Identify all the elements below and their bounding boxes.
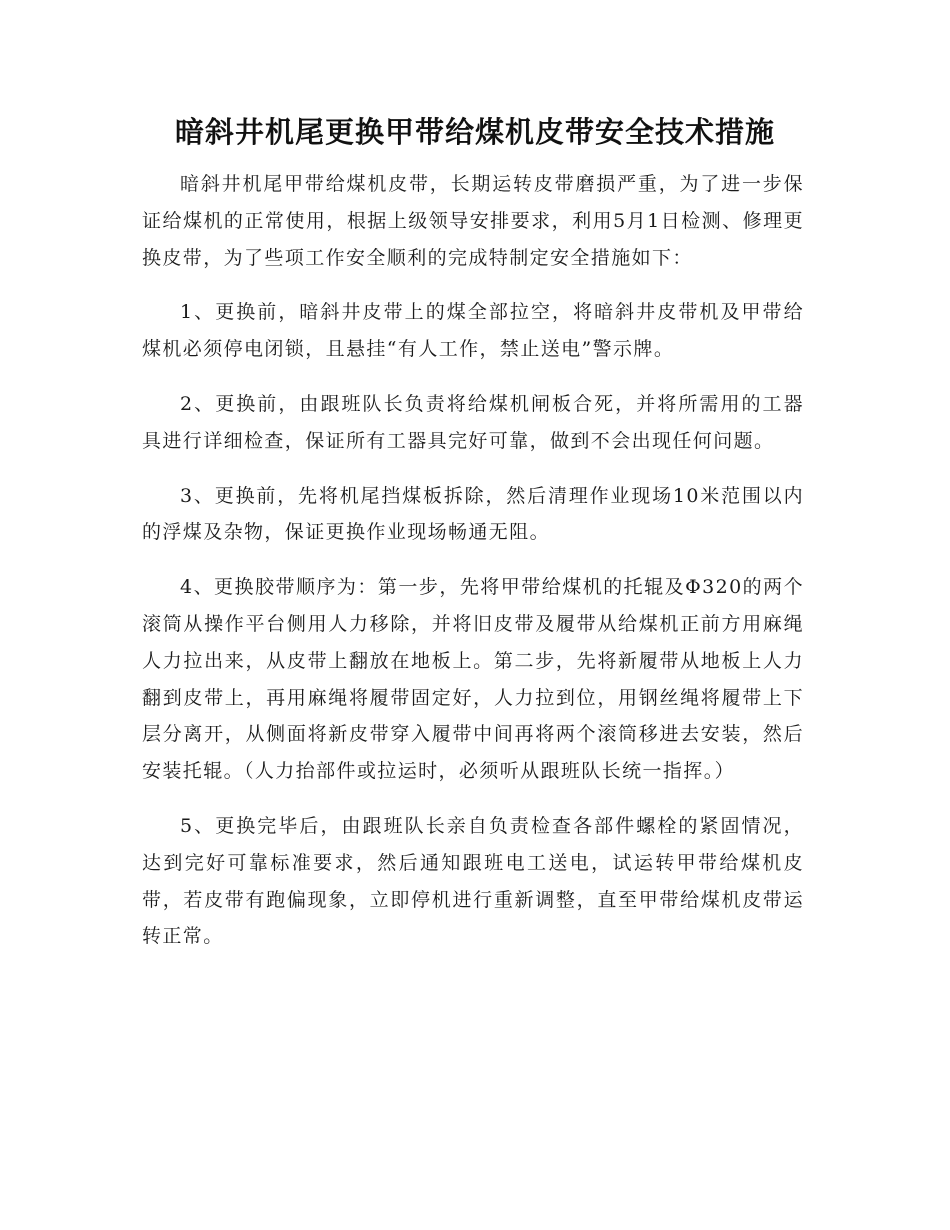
document-title: 暗斜井机尾更换甲带给煤机皮带安全技术措施 bbox=[174, 115, 775, 149]
measure-paragraph-2: 2、更换前，由跟班队长负责将给煤机闸板合死，并将所需用的工器具进行详细检查，保证所有工器具完好可靠，做到不会出现任何问题。 bbox=[142, 392, 804, 452]
document-body bbox=[142, 166, 804, 955]
measure-paragraph-3: 3、更换前，先将机尾挡煤板拆除，然后清理作业现场10米范围以内的浮煤及杂物，保证更换作业现场畅通无阻。 bbox=[142, 484, 804, 544]
measure-paragraph-1: 1、更换前，暗斜井皮带上的煤全部拉空，将暗斜井皮带机及甲带给煤机必须停电闭锁，且悬挂“有人工作，禁止送电”警示牌。 bbox=[142, 301, 804, 361]
measure-paragraph-5: 5、更换完毕后，由跟班队长亲自负责检查各部件螺栓的紧固情况，达到完好可靠标准要求，然后通知跟班电工送电，试运转甲带给煤机皮带，若皮带有跑偏现象，立即停机进行重新调整，直至甲带给煤机皮带运转正常。 bbox=[142, 814, 804, 948]
intro-paragraph: 暗斜井机尾甲带给煤机皮带，长期运转皮带磨损严重，为了进一步保证给煤机的正常使用，根据上级领导安排要求，利用5月1日检测、修理更换皮带，为了些项工作安全顺利的完成特制定安全措施如下： bbox=[142, 173, 804, 269]
measure-paragraph-4: 4、更换胶带顺序为：第一步，先将甲带给煤机的托辊及Φ320的两个滚筒从操作平台侧用人力移除，并将旧皮带及履带从给煤机正前方用麻绳人力拉出来，从皮带上翻放在地板上。第二步，先将新履带从地板上人力翻到皮带上，再用麻绳将履带固定好，人力拉到位，用钢丝绳将履带上下层分离开，从侧面将新皮带穿入履带中间再将两个滚筒移进去安装，然后安装托辊。（人力抬部件或拉运时，必须听从跟班队长统一指挥。） bbox=[142, 576, 804, 783]
